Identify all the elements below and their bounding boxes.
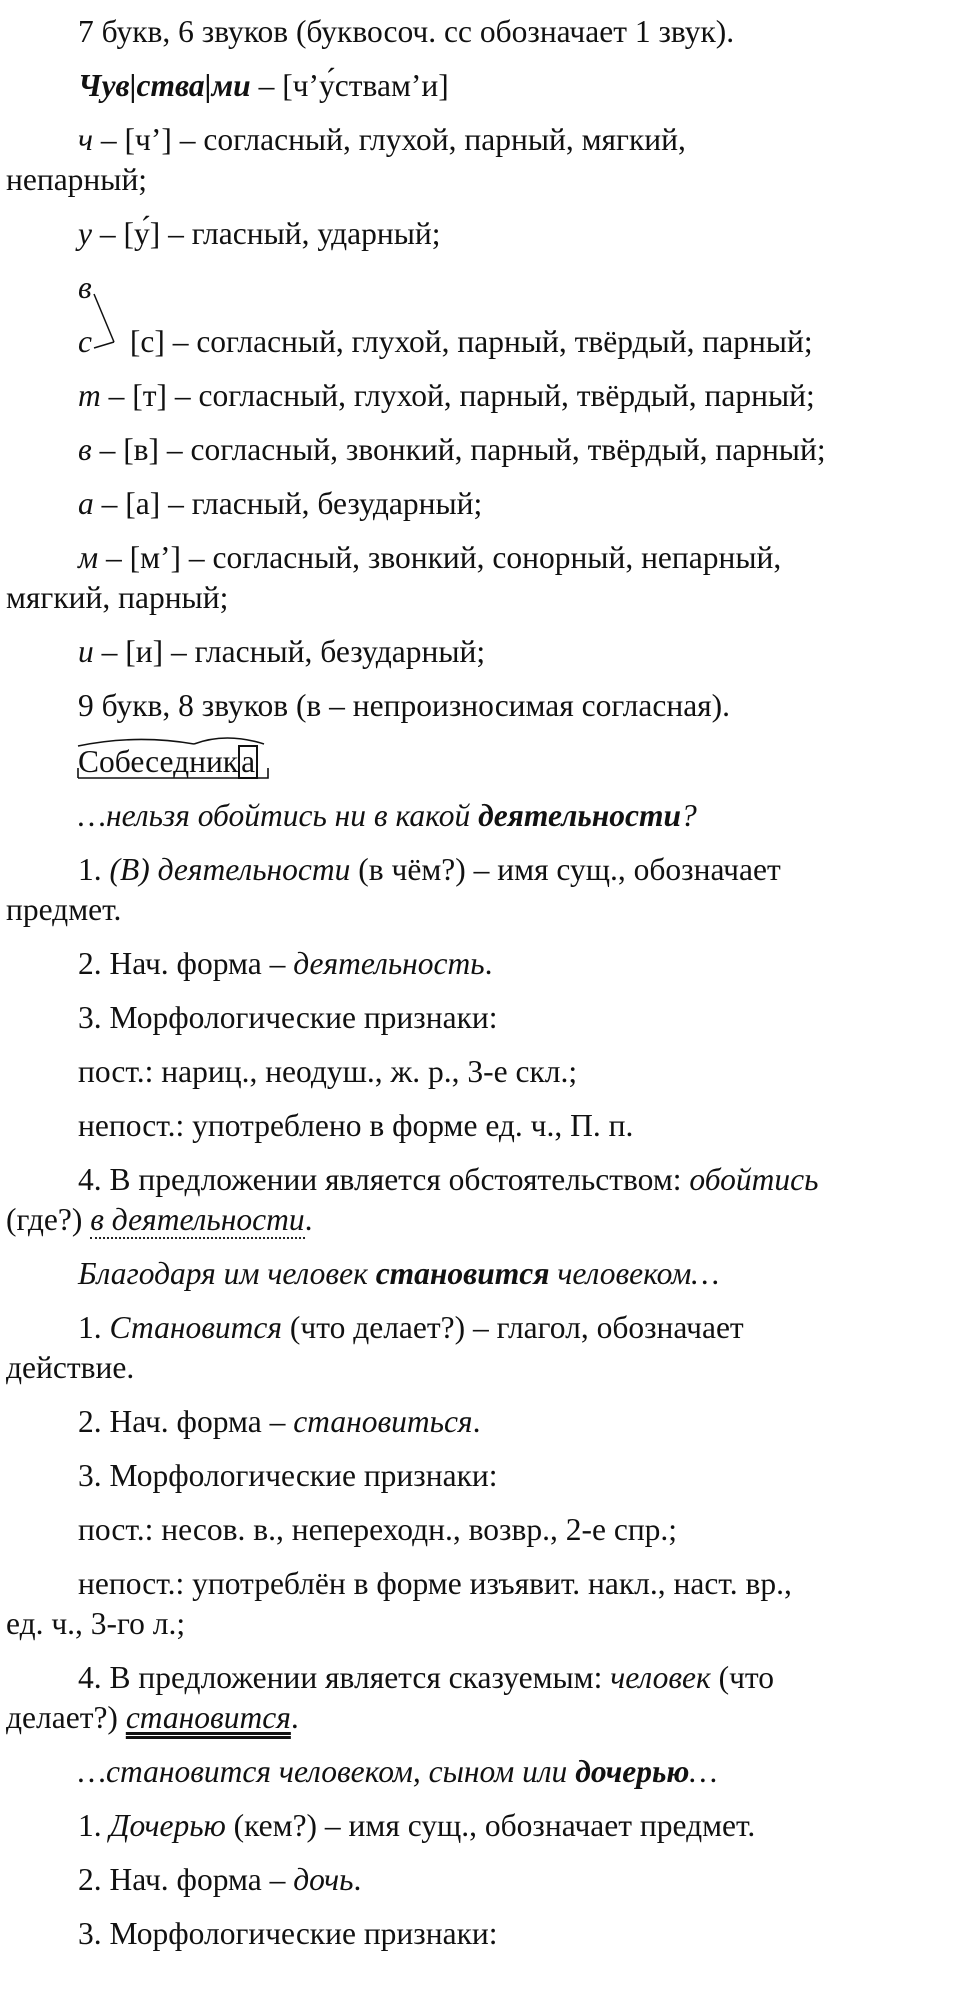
adverbial-underlined: в деятельности (90, 1202, 305, 1237)
word-stem: Собеседник (78, 744, 239, 779)
morpheme-marks-icon (76, 736, 296, 786)
sentence-end: человеком… (549, 1256, 720, 1291)
sentence-part: …нельзя обойтись ни в какой (78, 798, 479, 833)
b1-point-1 (0, 850, 955, 890)
b2-point-4 (0, 1658, 955, 1698)
sound-ch-desc: – [ч’] – согласный, глухой, парный, мягкий, (93, 122, 686, 157)
point-text: (где?) (6, 1202, 91, 1237)
point-text: (в чём?) – имя сущ., обозначает (350, 852, 781, 887)
b2-point-3: 3. Морфологические признаки: (78, 1458, 498, 1493)
point-number: 1. (78, 1808, 110, 1843)
b1-point-3: 3. Морфологические признаки: (78, 1000, 498, 1035)
sound-m-desc: – [м’] – согласный, звонкий, сонорный, непарный, (98, 540, 782, 575)
b2-point-1-cont: действие. (6, 1350, 135, 1385)
sentence-key-word: становится (375, 1256, 550, 1291)
sound-m-line (0, 538, 955, 578)
point-text: (что (710, 1660, 775, 1695)
word-sobesednika (78, 742, 258, 782)
letter-m: м (78, 540, 99, 575)
b2-variable-features: непост.: употреблён в форме изъявит. накл., наст. вр., (78, 1566, 792, 1601)
predicate-underlined: становится (125, 1700, 291, 1735)
letter-u: у (78, 216, 92, 251)
sound-i-desc: – [и] – гласный, безударный; (93, 634, 486, 669)
sentence-stanovitsya (0, 1254, 955, 1294)
sound-ch-cont: непарный; (6, 162, 148, 197)
sentence-key-word: дочерью (575, 1754, 690, 1789)
initial-form: дочь (293, 1862, 354, 1897)
letters-count-line-2: 9 букв, 8 звуков (в – непроизносимая согласная). (78, 688, 731, 723)
sound-s-line (0, 322, 955, 362)
letter-t: т (78, 378, 101, 413)
point-text: 2. Нач. форма – (78, 1862, 294, 1897)
point-number: 1. (78, 852, 110, 887)
sound-ch-line (0, 120, 955, 160)
point-end: . (353, 1862, 362, 1897)
sound-a-line (0, 484, 955, 524)
point-number: 1. (78, 1310, 110, 1345)
point-word: Дочерью (109, 1808, 226, 1843)
word-syllables-line (0, 66, 955, 106)
b3-point-2 (0, 1860, 955, 1900)
sound-t-desc: – [т] – согласный, глухой, парный, твёрдый, парный; (100, 378, 815, 413)
sound-v-desc: – [в] – согласный, звонкий, парный, твёрдый, парный; (91, 432, 826, 467)
sound-i-line (0, 632, 955, 672)
letter-v-silent: в (78, 270, 92, 305)
sound-m-cont: мягкий, парный; (6, 580, 229, 615)
point-text: 2. Нач. форма – (78, 946, 294, 981)
point-text: 4. В предложении является обстоятельством: (78, 1162, 690, 1197)
b2-variable-features-cont: ед. ч., 3-го л.; (6, 1606, 186, 1641)
initial-form: деятельность (293, 946, 485, 981)
b2-point-1 (0, 1308, 955, 1348)
point-text: (кем?) – имя сущ., обозначает предмет. (225, 1808, 756, 1843)
sentence-key-word: деятельности (478, 798, 681, 833)
letters-count-line-1: 7 букв, 6 звуков (буквосоч. сс обозначает 1 звук). (78, 14, 735, 49)
morpheme-parse-line (0, 742, 955, 782)
point-text: 2. Нач. форма – (78, 1404, 294, 1439)
b1-point-4-cont (0, 1200, 955, 1240)
b2-point-2 (0, 1402, 955, 1442)
sentence-end: … (689, 1754, 718, 1789)
b1-point-2 (0, 944, 955, 984)
point-end: . (484, 946, 493, 981)
point-end: . (304, 1202, 313, 1237)
sound-v-line (0, 430, 955, 470)
b3-point-3: 3. Морфологические признаки: (78, 1916, 498, 1951)
word-chuvstvami: Чув|ства|ми (78, 68, 251, 103)
point-word: человек (610, 1660, 711, 1695)
silent-v-line (0, 268, 955, 308)
point-end: . (472, 1404, 481, 1439)
b1-point-4 (0, 1160, 955, 1200)
sound-u-desc: – [у́] – гласный, ударный; (91, 216, 441, 251)
sentence-deyatelnosti (0, 796, 955, 836)
letter-a: а (78, 486, 94, 521)
point-text: делает?) (6, 1700, 126, 1735)
sound-t-line (0, 376, 955, 416)
letter-v: в (78, 432, 92, 467)
sentence-end: ? (681, 798, 697, 833)
letter-s: с (78, 324, 92, 359)
b1-variable-features: непост.: употреблено в форме ед. ч., П. п. (78, 1108, 634, 1143)
point-word: Становится (109, 1310, 283, 1345)
point-text: 4. В предложении является сказуемым: (78, 1660, 611, 1695)
b2-point-4-cont (0, 1698, 955, 1738)
b3-point-1 (0, 1806, 955, 1846)
sentence-part: Благодаря им человек (78, 1256, 376, 1291)
word-ending-box: а (238, 745, 258, 779)
b1-point-1-cont: предмет. (6, 892, 122, 927)
letter-i: и (78, 634, 94, 669)
point-end: . (290, 1700, 299, 1735)
point-text: (что делает?) – глагол, обозначает (282, 1310, 744, 1345)
sound-s-desc: [с] – согласный, глухой, парный, твёрдый, парный; (121, 324, 813, 359)
initial-form: становиться (293, 1404, 473, 1439)
transcription: – [ч’у́ствам’и] (250, 68, 449, 103)
sound-a-desc: – [а] – гласный, безударный; (93, 486, 483, 521)
point-word: (В) деятельности (109, 852, 351, 887)
letter-ch: ч (78, 122, 94, 157)
b2-constant-features: пост.: несов. в., непереходн., возвр., 2-е спр.; (78, 1512, 678, 1547)
sound-u-line (0, 214, 955, 254)
point-word: обойтись (689, 1162, 819, 1197)
sentence-part: …становится человеком, сыном или (78, 1754, 576, 1789)
sentence-docheryu (0, 1752, 955, 1792)
b1-constant-features: пост.: нариц., неодуш., ж. р., 3-е скл.; (78, 1054, 578, 1089)
